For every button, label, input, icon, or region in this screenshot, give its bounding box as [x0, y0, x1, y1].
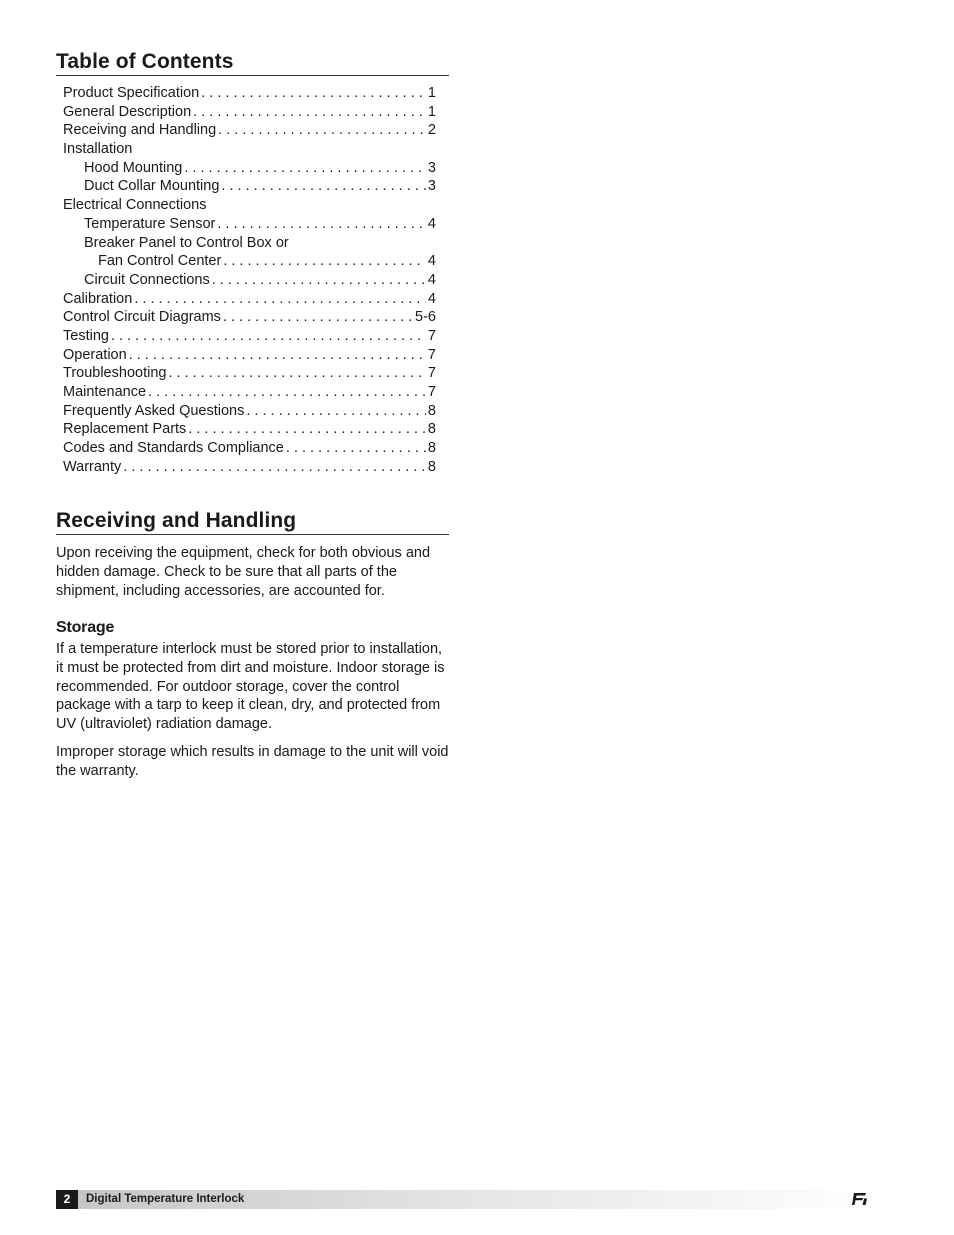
- toc-item-page: 2: [427, 122, 436, 139]
- toc-item-maintenance[interactable]: [63, 383, 436, 402]
- toc-item-label: Testing: [63, 327, 109, 344]
- toc-item-label: Calibration: [63, 290, 133, 307]
- toc-item-label: Troubleshooting: [63, 365, 167, 382]
- receiving-and-handling-section: [56, 509, 449, 781]
- toc-item-label: Product Specification: [63, 85, 200, 101]
- toc-item-label: Operation: [63, 346, 127, 363]
- toc-item-page: 3: [427, 178, 436, 195]
- page-footer: [56, 1190, 876, 1209]
- toc-item-breaker-panel-line1: [63, 234, 436, 253]
- toc-item-operation[interactable]: [63, 346, 436, 365]
- toc-item-label: Electrical Connections: [63, 197, 207, 214]
- toc-item-label: Duct Collar Mounting: [84, 178, 220, 195]
- toc-item-page: 4: [427, 271, 436, 288]
- toc-item-product-specification[interactable]: [63, 84, 436, 103]
- toc-heading-installation: [63, 140, 436, 159]
- toc-item-label: Control Circuit Diagrams: [63, 309, 221, 326]
- toc-item-label: Circuit Connections: [84, 271, 210, 288]
- page-number: 2: [56, 1190, 78, 1209]
- toc-item-testing[interactable]: [63, 327, 436, 346]
- toc-heading-electrical-connections: [63, 196, 436, 215]
- toc-item-label: General Description: [63, 103, 192, 120]
- toc-item-label: Temperature Sensor: [84, 215, 216, 232]
- toc-item-page: 1: [427, 85, 436, 101]
- toc-item-page: 3: [427, 159, 436, 176]
- toc-item-temperature-sensor[interactable]: [63, 215, 436, 234]
- toc-item-page: 8: [427, 421, 436, 438]
- toc-item-label: Receiving and Handling: [63, 122, 217, 139]
- toc-item-calibration[interactable]: [63, 290, 436, 309]
- toc-list: [56, 84, 436, 476]
- toc-item-label: Codes and Standards Compliance: [63, 440, 284, 457]
- document-title: Digital Temperature Interlock: [86, 1193, 245, 1205]
- storage-heading: Storage: [56, 618, 115, 636]
- toc-item-page: 7: [427, 365, 436, 382]
- toc-item-label: Installation: [63, 141, 133, 158]
- toc-item-page: 7: [427, 327, 436, 344]
- toc-item-page: 5-6: [415, 309, 436, 326]
- toc-item-codes-and-standards[interactable]: [63, 439, 436, 458]
- toc-item-page: 4: [427, 215, 436, 232]
- toc-item-label: Fan Control Center: [98, 253, 222, 270]
- toc-item-page: 7: [427, 346, 436, 363]
- toc-item-page: 8: [427, 440, 436, 457]
- receiving-paragraph: Upon receiving the equipment, check for both obvious and hidden damage. Check to be sure that all parts of the shipment, including accessories, are accounted for.: [56, 545, 431, 599]
- toc-item-page: 4: [427, 290, 436, 307]
- toc-item-duct-collar-mounting[interactable]: [63, 177, 436, 196]
- toc-item-page: 7: [427, 384, 436, 400]
- toc-item-label: Replacement Parts: [63, 421, 187, 438]
- toc-item-page: 1: [427, 103, 436, 120]
- toc-title: Table of Contents: [56, 50, 449, 76]
- toc-item-replacement-parts[interactable]: [63, 420, 436, 439]
- toc-item-page: 8: [427, 402, 436, 419]
- toc-item-page: 8: [427, 458, 436, 475]
- toc-item-label: Warranty: [63, 458, 122, 475]
- toc-item-circuit-connections[interactable]: [63, 271, 436, 290]
- toc-item-troubleshooting[interactable]: [63, 364, 436, 383]
- toc-item-faq[interactable]: [63, 402, 436, 421]
- toc-item-label: Maintenance: [63, 384, 147, 400]
- toc-item-general-description[interactable]: [63, 103, 436, 122]
- toc-item-label: Hood Mounting: [84, 159, 183, 176]
- toc-item-fan-control-center[interactable]: [63, 252, 436, 271]
- toc-item-control-circuit-diagrams[interactable]: [63, 308, 436, 327]
- toc-item-label: Frequently Asked Questions: [63, 402, 245, 419]
- storage-paragraph: If a temperature interlock must be stored prior to installation, it must be protected from dirt and moisture. Indoor storage is recommended. For outdoor storage, cover the control package with a tarp to keep it clean, dry, and protected from UV (ultraviolet) radiation damage.: [56, 640, 445, 733]
- storage-warning-paragraph: Improper storage which results in damage to the unit will void the warranty.: [56, 744, 449, 780]
- section-title: Receiving and Handling: [56, 509, 449, 535]
- toc-item-warranty[interactable]: [63, 458, 436, 477]
- table-of-contents: [56, 50, 449, 476]
- toc-item-receiving-and-handling[interactable]: [63, 121, 436, 140]
- toc-item-hood-mounting[interactable]: [63, 159, 436, 178]
- greenheck-logo-icon: [852, 1192, 868, 1206]
- toc-item-label: Breaker Panel to Control Box or: [84, 234, 289, 251]
- toc-item-page: 4: [427, 253, 436, 270]
